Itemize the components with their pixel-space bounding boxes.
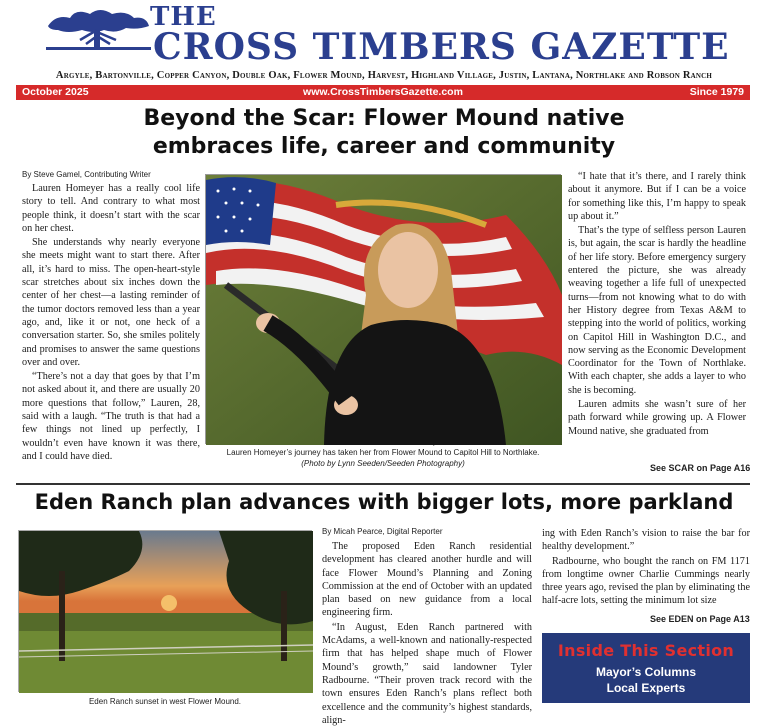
issue-date: October 2025 xyxy=(22,86,89,98)
see-keyword: EDEN xyxy=(668,614,694,624)
see-text: See xyxy=(650,463,669,473)
story2-byline: By Micah Pearce, Digital Reporter xyxy=(322,527,443,536)
story1-caption-text: Lauren Homeyer’s journey has taken her from Flower Mound to Capitol Hill to Northlake. xyxy=(226,448,540,457)
masthead-towns: Argyle, Bartonville, Copper Canyon, Double Oak, Flower Mound, Harvest, Highland Village, Justin, Lantana, Northlake and Robson Ranch xyxy=(55,70,713,81)
story1-headline-line2: embraces life, career and community xyxy=(152,134,616,159)
story1-byline: By Steve Gamel, Contributing Writer xyxy=(22,170,151,179)
promo-item-mayors-columns: Mayor’s Columns xyxy=(595,665,697,679)
story2-continued-link[interactable] xyxy=(650,614,750,624)
story1-photo-credit: (Photo by Lynn Seeden/Seeden Photography) xyxy=(301,459,465,468)
masthead xyxy=(0,0,768,100)
story1-col3-para: “I hate that it’s there, and I rarely think about it anymore. But if I can be a voice for something like this, I’m happy to speak up about it.” xyxy=(568,171,746,222)
see-page: on Page A16 xyxy=(694,463,751,473)
promo-title: Inside This Section xyxy=(557,641,735,660)
story1-col1-para: Lauren Homeyer has a really cool life story to tell. And contrary to what most people think, it doesn’t start with the scar on her chest. xyxy=(22,183,200,234)
inside-section-promo[interactable] xyxy=(542,633,750,703)
see-text: See xyxy=(650,614,669,624)
see-keyword: SCAR xyxy=(668,463,695,473)
story2-column3 xyxy=(542,527,750,609)
story1-continued-link[interactable] xyxy=(650,463,750,473)
since-label: Since 1979 xyxy=(689,86,744,98)
story1-caption xyxy=(205,447,561,469)
section-divider xyxy=(16,483,750,485)
story1-photo xyxy=(205,174,561,444)
lauren-flag-photo xyxy=(206,175,562,445)
story2-col3-para: ing with Eden Ranch’s vision to raise the bar for healthy development.” xyxy=(542,528,750,553)
story2-column2 xyxy=(322,540,532,728)
story1-col3-para: That’s the type of selfless person Lauren is, but again, the scar is hardly the headline of her life story. Before emergency surgery entered the picture, she was already weaving together a life full of unexpected turns—from not knowing what to do with her History degree from Texas A&M to stepping into the world of politics, working on Capitol Hill in Washington D.C., and now serving as the Economic Development Coordinator for the Town of Northlake. With each chapter, she adds a layer to who she is becoming. xyxy=(568,225,746,396)
story1-headline-line1: Beyond the Scar: Flower Mound native xyxy=(143,106,625,131)
promo-item-local-experts: Local Experts xyxy=(606,681,686,695)
see-page: on Page A13 xyxy=(693,614,750,624)
story2-col2-para: “In August, Eden Ranch partnered with McAdams, a well-known and nationally-respected firm that has helped shape much of Flower Mound’s growth,” said landowner Tyler Radbourne. “Their proven track record with the town ensures Eden Ranch’s plans reflect both excellence and the community’s highest standards, align- xyxy=(322,621,532,726)
tree-logo-icon xyxy=(46,6,151,52)
story2-headline: Eden Ranch plan advances with bigger lots, more parkland xyxy=(34,490,734,514)
story2-photo xyxy=(18,530,312,692)
story2-caption: Eden Ranch sunset in west Flower Mound. xyxy=(88,697,242,706)
story1-column1 xyxy=(22,182,200,464)
masthead-the: THE xyxy=(150,2,217,32)
story2-col3-para: Radbourne, who bought the ranch on FM 1171 from longtime owner Charlie Cummings nearly three years ago, revised the plan by eliminating the half-acre lots, setting the minimum lot size xyxy=(542,555,750,607)
story1-col1-para: “There’s not a day that goes by that I’m not asked about it, and there are usually 20 more questions that follow,” Lauren, 28, said with a laugh. “The truth is that had a few things not lined up perfectly, I wouldn’t even have known it was there, and I could have died. xyxy=(22,371,200,462)
ranch-sunset-photo xyxy=(19,531,313,693)
story2-col2-para: The proposed Eden Ranch residential development has cleared another hurdle and will face Flower Mound’s Planning and Zoning Commission at the end of October with an updated plan based on new guidance from a local engineering firm. xyxy=(322,541,532,619)
story1-col3-para: Lauren admits she wasn’t sure of her path forward while growing up. A Flower Mound native, she graduated from xyxy=(568,399,746,437)
masthead-title: CROSS TIMBERS GAZETTE xyxy=(153,26,730,68)
date-bar xyxy=(16,85,750,100)
story1-column3 xyxy=(568,170,746,439)
website-link[interactable]: www.CrossTimbersGazette.com xyxy=(303,86,463,98)
story1-col1-para: She understands why nearly everyone she meets might want to start there. After all, it’s hard to miss. The open-heart-style scar stretches about six inches down the center of her chest—a lasting reminder of the tumor doctors removed less than a year ago, and, like it or not, one heck of a conversation starter. So, she smiles politely and promises to answer the same questions over and over. xyxy=(22,237,200,368)
